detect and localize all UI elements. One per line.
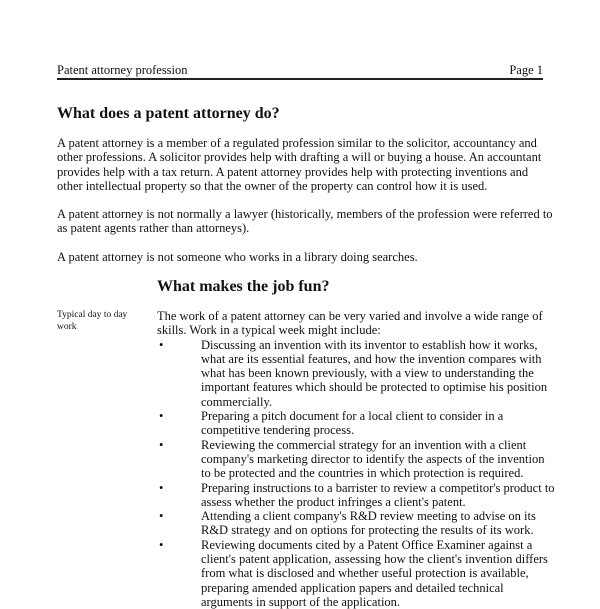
text-line: to be protected and the countries in which protection is required. [201,466,524,481]
text-line: Preparing a pitch document for a local client to consider in a [201,409,504,424]
page-number: Page 1 [509,63,543,77]
text-line: The work of a patent attorney can be very varied and involve a wide range of [157,309,543,323]
list-item [157,409,547,438]
page-header [57,63,543,80]
bullet-icon: • [159,409,164,424]
text-line: Discussing an invention with its inventor to establish how it works, [201,337,538,352]
list-item [157,338,547,409]
list-item [157,480,555,510]
bullet-icon: • [159,480,164,495]
text-line: competitive tendering process. [201,423,355,438]
text-line: commercially. [201,394,273,409]
text-line: Reviewing documents cited by a Patent Office Examiner against a [201,537,533,552]
list-item [157,509,547,538]
text-line: important features which should be protected to optimise his position [201,380,548,395]
text-line: as patent agents rather than attorneys). [57,221,250,236]
text-line: other professions. A solicitor provides help with drafting a will or buying a house. An accountant [57,150,542,165]
bullet-icon: • [159,537,164,552]
job-description [157,309,555,609]
margin-note: Typical day to day work [57,310,128,332]
paragraph-not-librarian [57,250,547,264]
section-heading-what-does: What does a patent attorney do? [57,105,280,122]
text-line: client's patent application, assessing how the client's invention differs [201,552,548,567]
text-line: A patent attorney is not normally a lawyer (historically, members of the profession were referred to [57,207,553,221]
bullet-icon: • [159,509,164,524]
paragraph-not-lawyer [57,207,553,236]
text-line: R&D strategy and on options for protecting the results of its work. [201,523,534,538]
text-line: A patent attorney is not someone who works in a library doing searches. [57,250,418,264]
text-line: company's marketing director to identify the aspects of the invention [201,451,545,466]
list-item [157,538,547,609]
text-line: A patent attorney is a member of a regulated profession similar to the solicitor, accountancy and [57,136,537,150]
text-line: other intellectual property so that the owner of the property can control how it is used. [57,178,488,193]
text-line: preparing amended application papers and detailed technical [201,580,504,595]
section-heading-job-fun: What makes the job fun? [157,278,330,295]
task-list [157,337,555,609]
header-title: Patent attorney profession [57,63,188,77]
text-line: what are its essential features, and how the invention compares with [201,351,542,366]
text-line: arguments in support of the application. [201,594,401,609]
text-line: skills. Work in a typical week might include: [157,323,381,338]
paragraph-intro [57,136,547,193]
text-line: provides help with a tax return. A patent attorney provides help with protecting inventions and [57,164,529,179]
text-line: Preparing instructions to a barrister to review a competitor's product to [201,480,555,495]
bullet-icon: • [159,337,164,352]
text-line: what has been known previously, with a view to understanding the [201,366,534,381]
list-item [157,438,547,481]
text-line: from what is disclosed and whether useful protection is available, [201,566,529,581]
bullet-icon: • [159,437,164,452]
text-line: Attending a client company's R&D review meeting to advise on its [201,509,536,524]
text-line: Reviewing the commercial strategy for an invention with a client [201,437,527,452]
text-line: assess whether the product infringes a client's patent. [201,494,466,509]
